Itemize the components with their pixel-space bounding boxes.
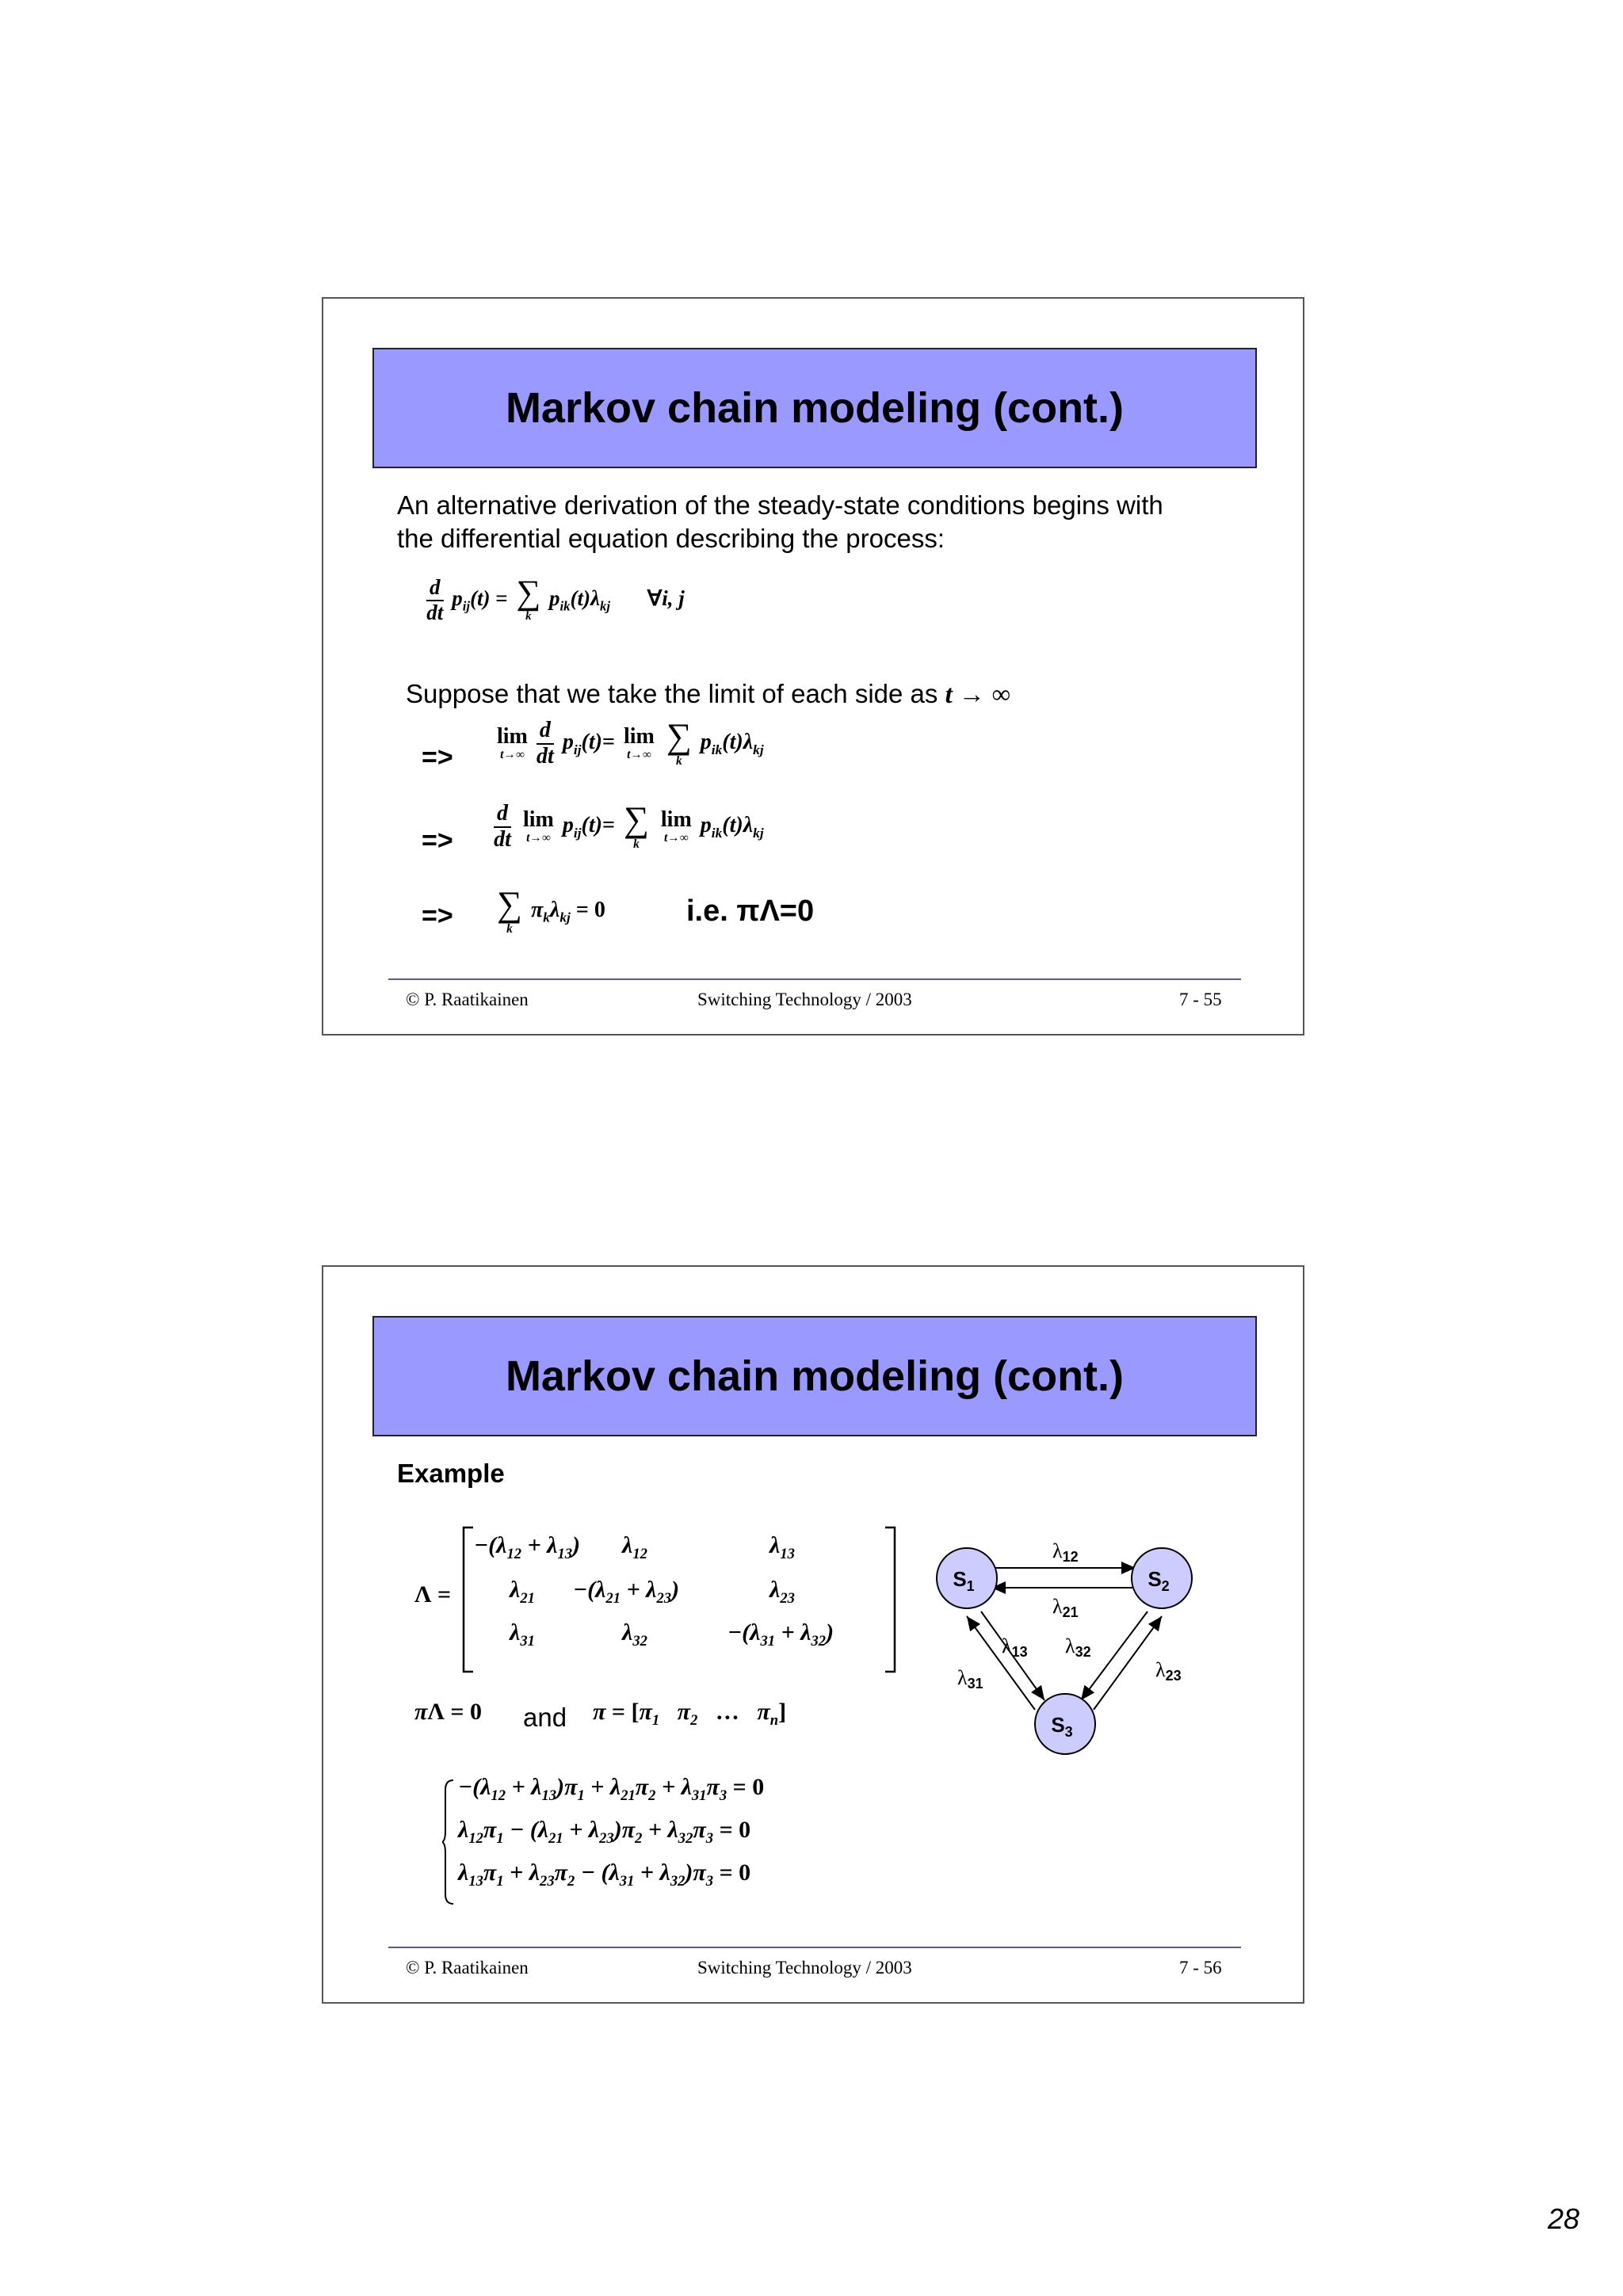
pi-vector: $\pi = [\pi_1$ $\pi_2$ … $\pi_n$] [593,1699,787,1729]
edge-s3-to-s2 [1094,1616,1162,1710]
footer-course: Switching Technology / 2003 [697,990,912,1009]
intro-line-1: An alternative derivation of the steady-state conditions begins with [397,490,1163,520]
edge-s3-to-s1 [967,1616,1035,1710]
implies-arrow-3: => [422,901,453,931]
edge-label-l13: λ13 [1002,1634,1028,1660]
footer-course: Switching Technology / 2003 [697,1958,912,1978]
footer-page: 7 - 55 [1179,990,1222,1009]
footer-author: © P. Raatikainen [406,1958,529,1978]
system-brace [442,1779,456,1905]
footer-author: © P. Raatikainen [406,990,529,1009]
slide-title: Markov chain modeling (cont.) [505,1352,1125,1400]
slide-title-box [372,348,1257,468]
footer-page: 7 - 56 [1179,1958,1222,1978]
node-s1-label: $S_1$ [953,1567,975,1594]
suppose-line [406,677,1010,711]
generator-matrix: Λ = $-(\lambda_{12} + \lambda_{13})$ $\lambda_{12}$ $\lambda_{13}$ $\lambda_{21}$ $-(\lambda_{21} + \lambda_{23})$ $\lambda_{23}$ $\lambda_{31}$ $\lambda_{32}$ $-(\lambda_{31} + \lambda_{32})$ [414,1524,938,1675]
example-label: Example [397,1459,505,1488]
implies-arrow-1: => [422,742,453,772]
implies-arrow-2: => [422,826,453,856]
matrix-right-bracket [882,1524,898,1675]
slide-7-56 [322,1265,1304,2004]
equation-balance: ∑ k $\pi_k\lambda_{kj} = 0$ [497,884,605,936]
equation-differential: $\frac{d}{dt}$ $p_{ij}(t)$ = ∑ k $p_{ik}(t)\lambda_{kj}$ ∀i, j [426,574,685,624]
footer-divider [388,1947,1241,1948]
equation-system: $-(\lambda_{12} + \lambda_{13})\pi_1 + \lambda_{21}\pi_2 + \lambda_{31}\pi_3 = 0$ $\lambda_{12}\pi_1 - (\lambda_{21} + \lambda_{23})\pi_2 + \lambda_{32}\pi_3 = 0$ $\lambda_{13}\pi_1 + \lambda_{23}\pi_2 - (\lambda_{31} + \lambda_{32})\pi_3 = 0$ [442,1774,854,1909]
slide-7-55 [322,297,1304,1035]
footer-divider [388,978,1241,980]
state-transition-diagram [926,1516,1258,1770]
page-number: 28 [1547,2203,1579,2235]
edge-label-l12: λ12 [1052,1539,1079,1565]
and-text: and [523,1703,567,1732]
intro-line-2: the differential equation describing the process: [397,524,945,553]
edge-label-l31: λ31 [957,1666,983,1691]
slide-title: Markov chain modeling (cont.) [505,384,1125,432]
suppose-math: t → ∞ [945,681,1010,709]
equation-limit-1: lim t→∞ $\frac{d}{dt}$ $p_{ij}(t)=$ lim t→∞ ∑ k $p_{ik}(t)\lambda_{kj}$ [497,716,764,769]
suppose-text: Suppose that we take the limit of each side as [406,679,938,708]
edge-label-l21: λ21 [1052,1595,1079,1620]
equation-limit-2: $\frac{d}{dt}$ lim t→∞ $p_{ij}(t)=$ ∑ k lim t→∞ $p_{ik}(t)\lambda_{kj}$ [494,799,764,852]
node-s3-label: $S_3$ [1051,1713,1073,1740]
node-s2-label: $S_2$ [1148,1567,1170,1594]
edge-label-l23: λ23 [1155,1658,1182,1684]
edge-label-l32: λ32 [1065,1634,1091,1660]
ie-result: i.e. πΛ=0 [686,894,815,928]
steady-state-equation: πΛ = 0 [414,1699,482,1725]
slide-title-box [372,1316,1257,1436]
